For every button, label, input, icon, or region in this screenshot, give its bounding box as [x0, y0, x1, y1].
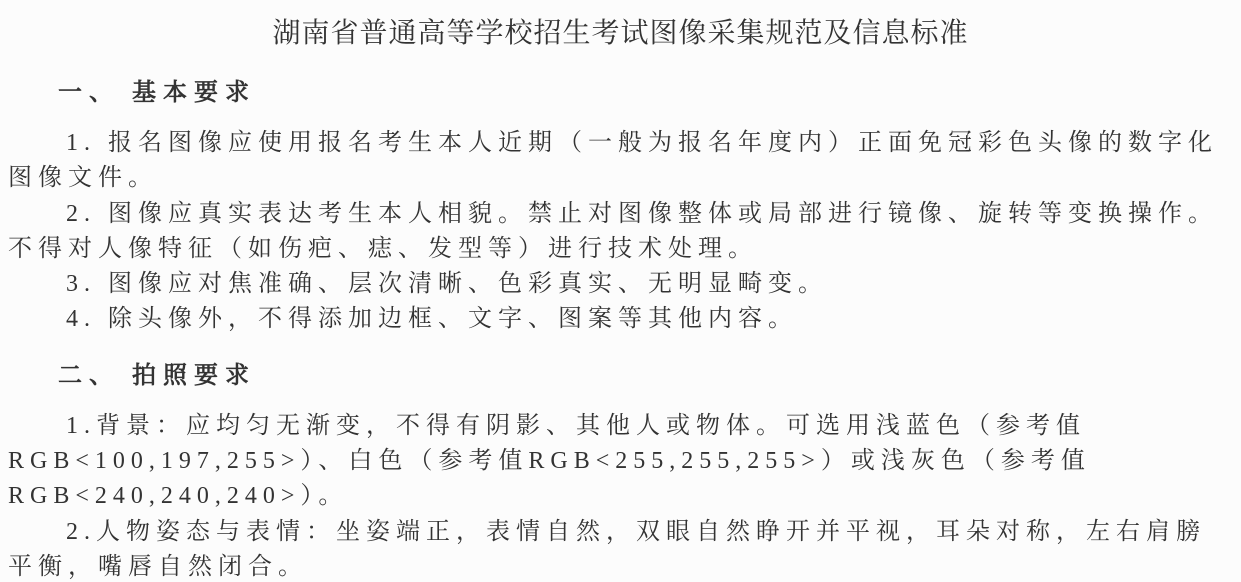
section-1-title: 基本要求	[132, 80, 256, 106]
section-1-heading	[58, 75, 1233, 111]
section-1-item-3: 3. 图像应对焦准确、层次清晰、色彩真实、无明显畸变。	[66, 271, 828, 298]
section-2-heading	[58, 358, 1233, 394]
section-1-item-4: 4. 除头像外，不得添加边框、文字、图案等其他内容。	[66, 306, 798, 333]
section-2-title: 拍照要求	[132, 362, 256, 389]
section-1-number: 一、	[58, 80, 120, 106]
section-1-item-1: 1. 报名图像应使用报名考生本人近期（一般为报名年度内）正面免冠彩色头像的数字化图像文件。	[8, 130, 1218, 192]
section-2-item-1: 1.背景：应均匀无渐变，不得有阴影、其他人或物体。可选用浅蓝色（参考值RGB<100,197,255>）、白色（参考值RGB<255,255,255>）或浅灰色（参考值RGB<240,240,240>）。	[8, 412, 1091, 510]
section-2-number: 二、	[58, 362, 120, 389]
section-1-item-2: 2. 图像应真实表达考生本人相貌。禁止对图像整体或局部进行镜像、旋转等变换操作。不得对人像特征（如伤疤、痣、发型等）进行技术处理。	[8, 200, 1218, 262]
document-title: 湖南省普通高等学校招生考试图像采集规范及信息标准	[272, 18, 969, 49]
section-2-item-2: 2.人物姿态与表情：坐姿端正，表情自然，双眼自然睁开并平视，耳朵对称，左右肩膀平衡，嘴唇自然闭合。	[8, 518, 1206, 580]
